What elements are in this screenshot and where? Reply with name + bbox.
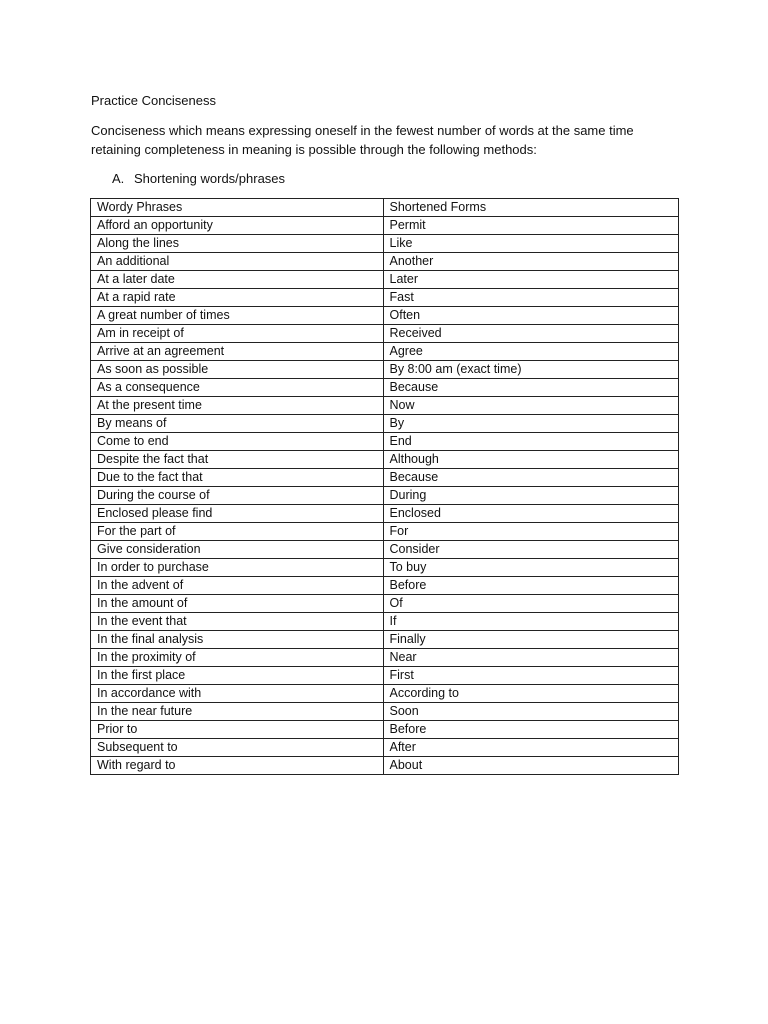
wordy-phrase-cell: Am in receipt of — [91, 325, 384, 343]
wordy-phrase-cell: Along the lines — [91, 235, 384, 253]
table-row — [91, 649, 679, 667]
wordy-phrase-cell: Despite the fact that — [91, 451, 384, 469]
shortened-form-cell: According to — [383, 685, 679, 703]
shortened-form-cell: End — [383, 433, 679, 451]
wordy-phrase-cell: By means of — [91, 415, 384, 433]
wordy-phrase-cell: Prior to — [91, 721, 384, 739]
table-row — [91, 559, 679, 577]
table-row — [91, 595, 679, 613]
wordy-phrase-cell: In the advent of — [91, 577, 384, 595]
header-shortened-forms: Shortened Forms — [383, 199, 679, 217]
shortened-form-cell: During — [383, 487, 679, 505]
table-row — [91, 703, 679, 721]
shortened-form-cell: If — [383, 613, 679, 631]
intro-paragraph: Conciseness which means expressing oneself in the fewest number of words at the same time retaining completeness in meaning is possible through the following methods: — [91, 123, 634, 157]
shortened-form-cell: To buy — [383, 559, 679, 577]
shortened-form-cell: Before — [383, 721, 679, 739]
wordy-phrase-cell: Afford an opportunity — [91, 217, 384, 235]
wordy-phrase-cell: In the first place — [91, 667, 384, 685]
shortened-form-cell: Now — [383, 397, 679, 415]
table-row — [91, 667, 679, 685]
table-row — [91, 271, 679, 289]
table-row — [91, 541, 679, 559]
shortened-form-cell: Agree — [383, 343, 679, 361]
wordy-phrase-cell: As soon as possible — [91, 361, 384, 379]
table-row — [91, 343, 679, 361]
shortened-form-cell: Soon — [383, 703, 679, 721]
wordy-phrase-cell: Arrive at an agreement — [91, 343, 384, 361]
wordy-phrase-cell: In the final analysis — [91, 631, 384, 649]
table-row — [91, 217, 679, 235]
shortened-form-cell: Of — [383, 595, 679, 613]
shortened-form-cell: By — [383, 415, 679, 433]
table-row — [91, 451, 679, 469]
shortened-form-cell: Often — [383, 307, 679, 325]
table-row — [91, 505, 679, 523]
shortened-form-cell: Another — [383, 253, 679, 271]
shortened-form-cell: For — [383, 523, 679, 541]
table-row — [91, 307, 679, 325]
section-label: Shortening words/phrases — [134, 171, 286, 186]
table-row — [91, 325, 679, 343]
table-row — [91, 523, 679, 541]
header-wordy-phrases: Wordy Phrases — [91, 199, 384, 217]
wordy-phrase-cell: A great number of times — [91, 307, 384, 325]
wordy-phrase-cell: At a later date — [91, 271, 384, 289]
wordy-phrase-cell: At the present time — [91, 397, 384, 415]
wordy-phrase-cell: With regard to — [91, 757, 384, 775]
table-row — [91, 253, 679, 271]
table-row — [91, 577, 679, 595]
table-row — [91, 433, 679, 451]
shortened-form-cell: Like — [383, 235, 679, 253]
shortened-form-cell: By 8:00 am (exact time) — [383, 361, 679, 379]
shortened-form-cell: Consider — [383, 541, 679, 559]
section-marker: A. — [112, 171, 125, 186]
shortened-form-cell: Later — [383, 271, 679, 289]
table-row — [91, 379, 679, 397]
shortened-form-cell: Near — [383, 649, 679, 667]
table-row — [91, 631, 679, 649]
wordy-phrase-cell: An additional — [91, 253, 384, 271]
shortened-form-cell: About — [383, 757, 679, 775]
wordy-phrase-cell: Due to the fact that — [91, 469, 384, 487]
wordy-phrase-cell: Subsequent to — [91, 739, 384, 757]
shortened-form-cell: Received — [383, 325, 679, 343]
shortened-form-cell: Permit — [383, 217, 679, 235]
wordy-phrase-cell: In order to purchase — [91, 559, 384, 577]
table-header-row — [91, 199, 679, 217]
shortened-form-cell: First — [383, 667, 679, 685]
shortened-form-cell: Because — [383, 469, 679, 487]
wordy-phrase-cell: As a consequence — [91, 379, 384, 397]
table-row — [91, 487, 679, 505]
table-row — [91, 361, 679, 379]
shortened-form-cell: After — [383, 739, 679, 757]
shortened-form-cell: Although — [383, 451, 679, 469]
wordy-phrase-cell: Come to end — [91, 433, 384, 451]
wordy-phrase-cell: For the part of — [91, 523, 384, 541]
table-row — [91, 721, 679, 739]
shortened-form-cell: Enclosed — [383, 505, 679, 523]
wordy-phrase-cell: In the near future — [91, 703, 384, 721]
table-row — [91, 757, 679, 775]
wordy-phrase-cell: In the proximity of — [91, 649, 384, 667]
table-row — [91, 397, 679, 415]
wordy-phrase-cell: At a rapid rate — [91, 289, 384, 307]
wordy-phrase-cell: In accordance with — [91, 685, 384, 703]
wordy-phrase-cell: During the course of — [91, 487, 384, 505]
wordy-phrase-cell: In the amount of — [91, 595, 384, 613]
shortened-form-cell: Fast — [383, 289, 679, 307]
shortened-form-cell: Before — [383, 577, 679, 595]
table-row — [91, 613, 679, 631]
table-row — [91, 469, 679, 487]
shortened-form-cell: Finally — [383, 631, 679, 649]
wordy-phrase-cell: Enclosed please find — [91, 505, 384, 523]
phrases-table — [90, 198, 679, 775]
table-row — [91, 235, 679, 253]
wordy-phrase-cell: In the event that — [91, 613, 384, 631]
table-row — [91, 739, 679, 757]
document-title: Practice Conciseness — [91, 93, 216, 108]
wordy-phrase-cell: Give consideration — [91, 541, 384, 559]
table-row — [91, 685, 679, 703]
section-heading — [112, 170, 285, 188]
table-row — [91, 289, 679, 307]
table-row — [91, 415, 679, 433]
shortened-form-cell: Because — [383, 379, 679, 397]
